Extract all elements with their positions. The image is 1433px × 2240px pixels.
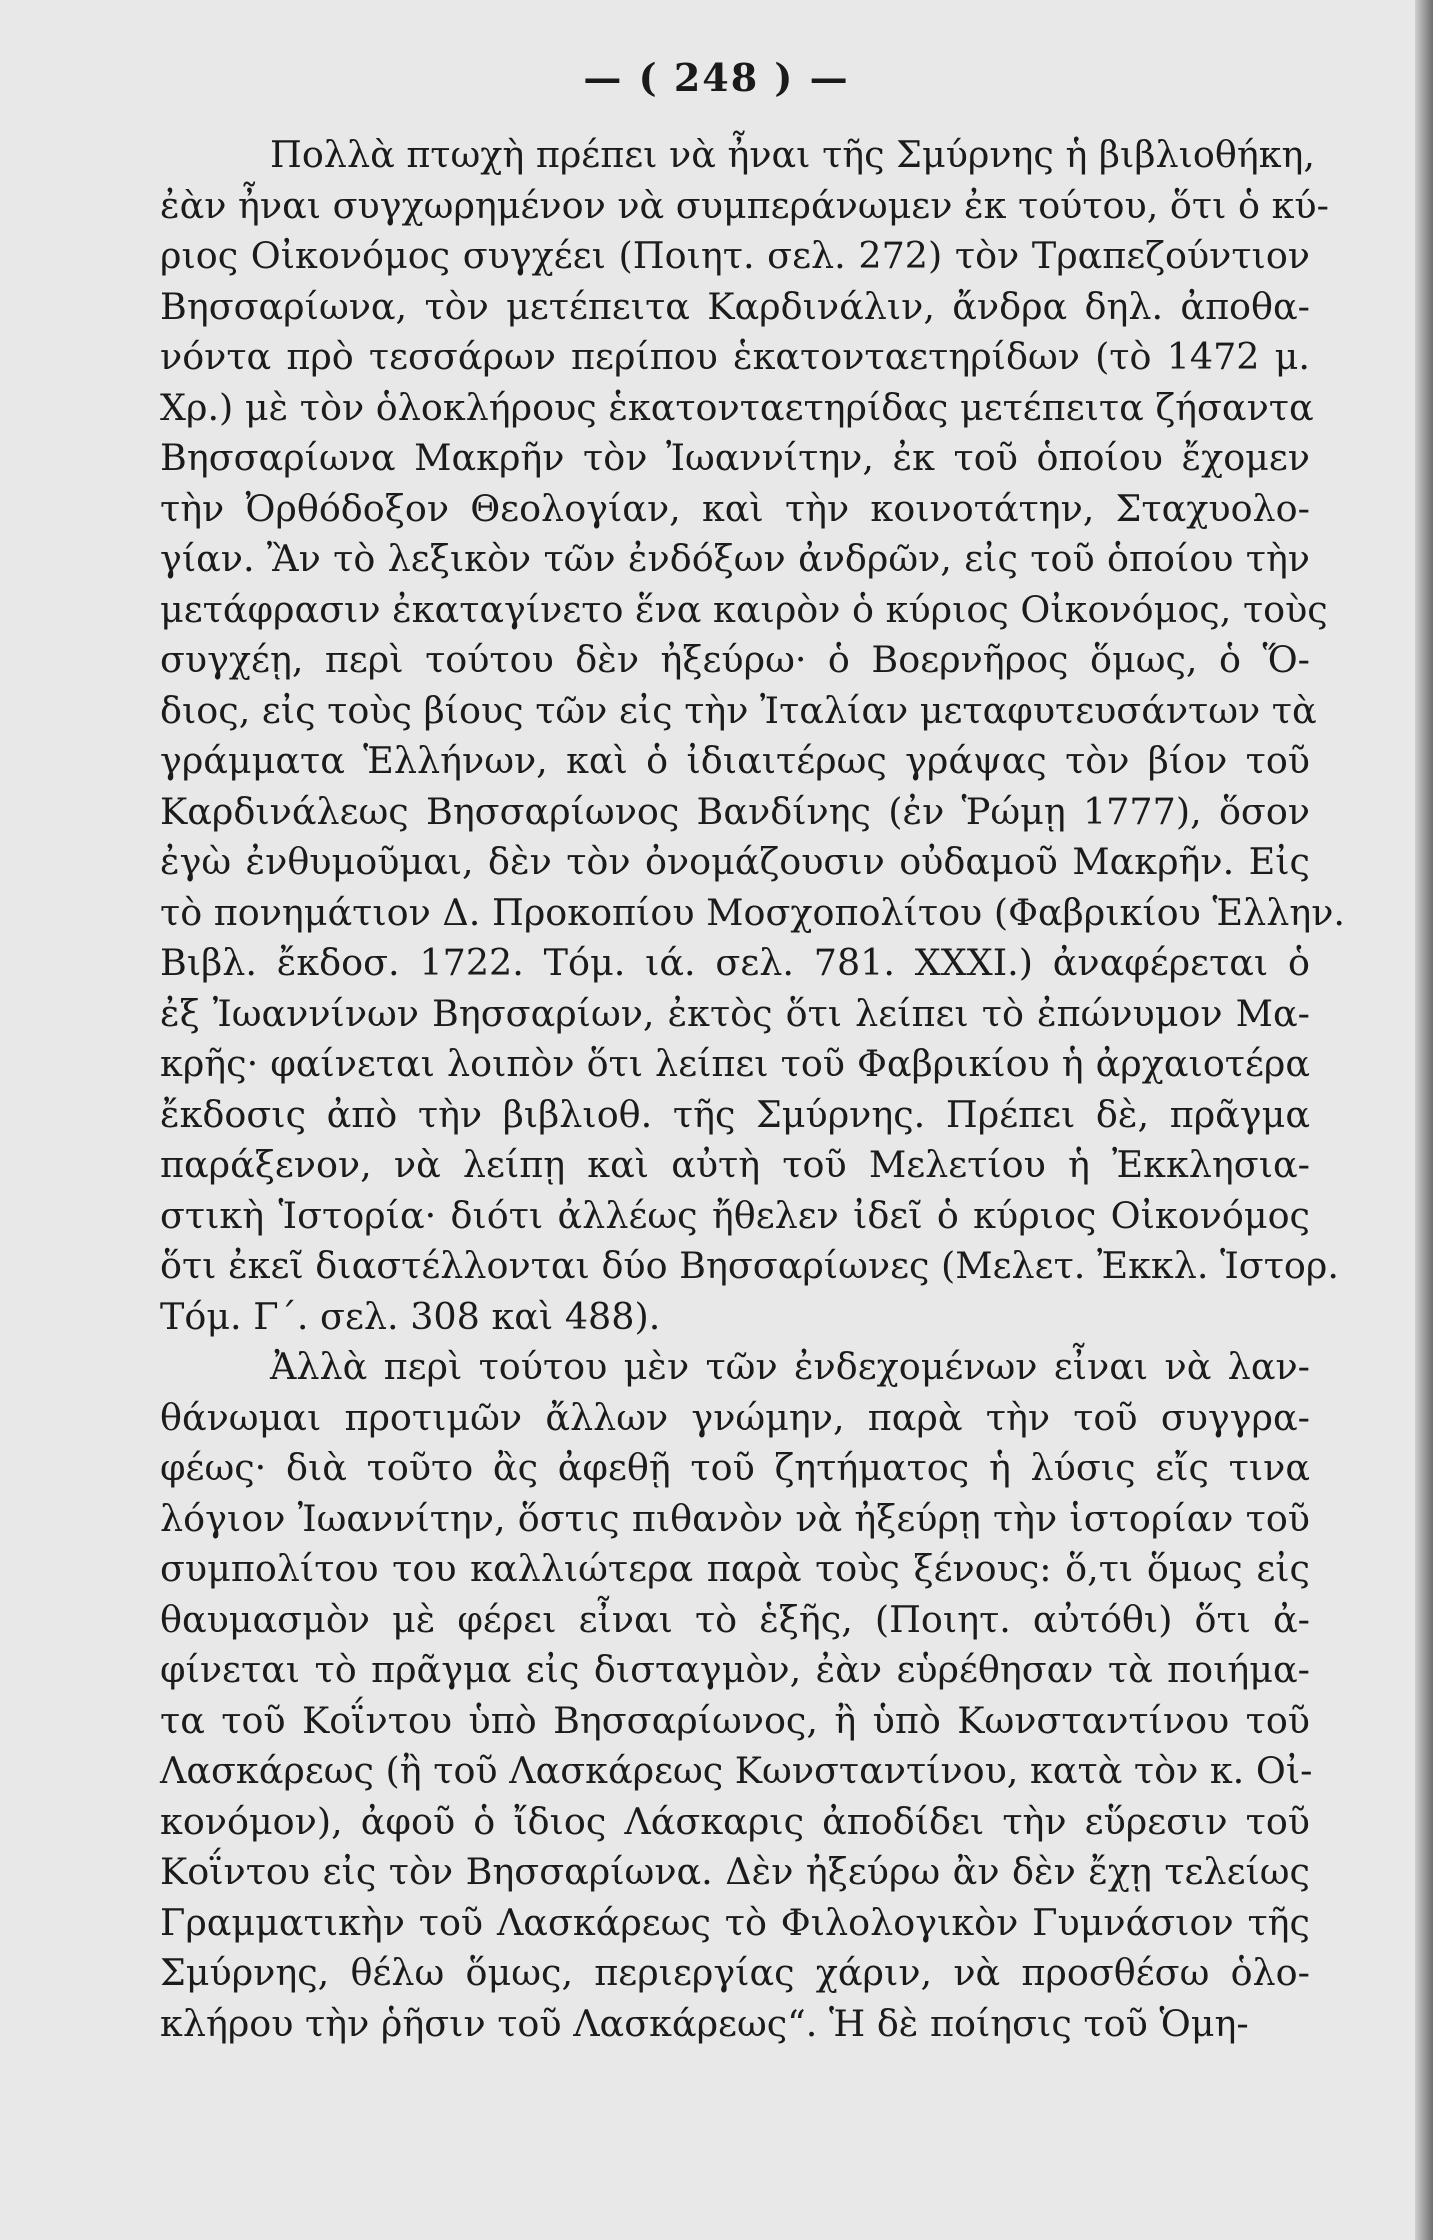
text-line: Πολλὰ πτωχὴ πρέπει νὰ ἦναι τῆς Σμύρνης ἡ βιβλιοθήκη, <box>270 133 1315 176</box>
text-line: κλήρου τὴν ῥῆσιν τοῦ Λασκάρεως“. Ἡ δὲ ποίησις τοῦ Ὁμη- <box>160 2001 1249 2045</box>
text-line: ὅτι ἐκεῖ διαστέλλονται δύο Βησσαρίωνες (Μελετ. Ἐκκλ. Ἱστορ. <box>160 1244 1339 1287</box>
text-line: θαυμασμὸν μὲ φέρει εἶναι τὸ ἑξῆς, (Ποιητ. αὐτόθι) ὅτι ἀ- <box>160 1597 1310 1641</box>
text-line: νόντα πρὸ τεσσάρων περίπου ἑκατονταετηρίδων (τὸ 1472 μ. <box>160 335 1310 378</box>
text-line: Σμύρνης, θέλω ὅμως, περιεργίας χάριν, νὰ προσθέσω ὁλο- <box>160 1951 1310 1994</box>
text-line: γράμματα Ἑλλήνων, καὶ ὁ ἰδιαιτέρως γράψας τὸν βίον τοῦ <box>160 739 1310 782</box>
paragraph <box>160 130 1346 1342</box>
text-line: ἐξ Ἰωαννίνων Βησσαρίων, ἐκτὸς ὅτι λείπει τὸ ἐπώνυμον Μα- <box>160 991 1310 1035</box>
text-line: Τόμ. Γ΄. σελ. 308 καὶ 488). <box>160 1294 661 1338</box>
paragraph <box>160 1342 1313 2049</box>
text-line: ἐὰν ἦναι συγχωρημένον νὰ συμπεράνωμεν ἐκ τούτου, ὅτι ὁ κύ- <box>160 183 1329 227</box>
text-line: ἔκδοσις ἀπὸ τὴν βιβλιοθ. τῆς Σμύρνης. Πρέπει δὲ, πρᾶγμα <box>160 1092 1310 1136</box>
text-line: Λασκάρεως (ἢ τοῦ Λασκάρεως Κωνσταντίνου, κατὰ τὸν κ. Οἰ- <box>160 1749 1313 1792</box>
text-line: Γραμματικὴν τοῦ Λασκάρεως τὸ Φιλολογικὸν Γυμνάσιον τῆς <box>160 1900 1310 1944</box>
text-line: τὸ πονημάτιον Δ. Προκοπίου Μοσχοπολίτου (Φαβρικίου Ἑλλην. <box>160 890 1346 934</box>
text-line: διος, εἰς τοὺς βίους τῶν εἰς τὴν Ἰταλίαν μεταφυτευσάντων τὰ <box>160 688 1317 732</box>
text-line: παράξενον, νὰ λείπῃ καὶ αὐτὴ τοῦ Μελετίου ἡ Ἐκκλησια- <box>160 1143 1310 1186</box>
text-line: Κοΐντου εἰς τὸν Βησσαρίωνα. Δὲν ἠξεύρω ἂν δὲν ἔχῃ τελείως <box>160 1850 1310 1893</box>
text-line: συγχέῃ, περὶ τούτου δὲν ἠξεύρω· ὁ Βοερνῆρος ὅμως, ὁ Ὅ- <box>160 638 1310 681</box>
text-line: κρῆς· φαίνεται λοιπὸν ὅτι λείπει τοῦ Φαβρικίου ἡ ἀρχαιοτέρα <box>160 1042 1310 1085</box>
text-line: Χρ.) μὲ τὸν ὁλοκλήρους ἑκατονταετηρίδας μετέπειτα ζήσαντα <box>160 385 1314 429</box>
text-line: θάνωμαι προτιμῶν ἄλλων γνώμην, παρὰ τὴν τοῦ συγγρα- <box>160 1395 1310 1439</box>
text-line: κονόμον), ἀφοῦ ὁ ἴδιος Λάσκαρις ἀποδίδει τὴν εὕρεσιν τοῦ <box>160 1799 1310 1843</box>
text-line: γίαν. Ἂν τὸ λεξικὸν τῶν ἐνδόξων ἀνδρῶν, εἰς τοῦ ὁποίου τὴν <box>160 537 1310 580</box>
text-line: ριος Οἰκονόμος συγχέει (Ποιητ. σελ. 272) τὸν Τραπεζούντιον <box>160 234 1310 277</box>
text-line: τὴν Ὀρθόδοξον Θεολογίαν, καὶ τὴν κοινοτάτην, Σταχυολο- <box>160 486 1310 530</box>
text-line: ἐγὼ ἐνθυμοῦμαι, δὲν τὸν ὀνομάζουσιν οὐδαμοῦ Μακρῆν. Εἰς <box>160 840 1310 883</box>
text-line: Καρδινάλεως Βησσαρίωνος Βανδίνης (ἐν Ῥώμῃ 1777), ὅσον <box>160 789 1310 833</box>
text-line: Βησσαρίωνα Μακρῆν τὸν Ἰωαννίτην, ἐκ τοῦ ὁποίου ἔχομεν <box>160 436 1310 479</box>
body-text <box>160 130 1346 2049</box>
text-line: Βησσαρίωνα, τὸν μετέπειτα Καρδινάλιν, ἄνδρα δηλ. ἀποθα- <box>160 284 1310 328</box>
text-line: Ἀλλὰ περὶ τούτου μὲν τῶν ἐνδεχομένων εἶναι νὰ λαν- <box>270 1345 1310 1388</box>
text-line: συμπολίτου του καλλιώτερα παρὰ τοὺς ξένους: ὅ,τι ὅμως εἰς <box>160 1547 1310 1590</box>
text-line: Βιβλ. ἔκδοσ. 1722. Τόμ. ιά. σελ. 781. XXXI.) ἀναφέρεται ὁ <box>160 941 1310 984</box>
text-line: λόγιον Ἰωαννίτην, ὅστις πιθανὸν νὰ ἠξεύρῃ τὴν ἱστορίαν τοῦ <box>160 1496 1310 1540</box>
text-line: μετάφρασιν ἐκαταγίνετο ἕνα καιρὸν ὁ κύριος Οἰκονόμος, τοὺς <box>160 587 1328 631</box>
text-line: φίνεται τὸ πρᾶγμα εἰς δισταγμὸν, ἐὰν εὑρέθησαν τὰ ποιήμα- <box>160 1648 1310 1691</box>
text-line: στικὴ Ἱστορία· διότι ἀλλέως ἤθελεν ἰδεῖ ὁ κύριος Οἰκονόμος <box>160 1193 1310 1237</box>
text-line: φέως· διὰ τοῦτο ἂς ἀφεθῇ τοῦ ζητήματος ἡ λύσις εἴς τινα <box>160 1446 1310 1489</box>
text-line: τα τοῦ Κοΐντου ὑπὸ Βησσαρίωνος, ἢ ὑπὸ Κωνσταντίνου τοῦ <box>160 1698 1310 1742</box>
page-number-header: — ( 248 ) — <box>583 55 850 100</box>
